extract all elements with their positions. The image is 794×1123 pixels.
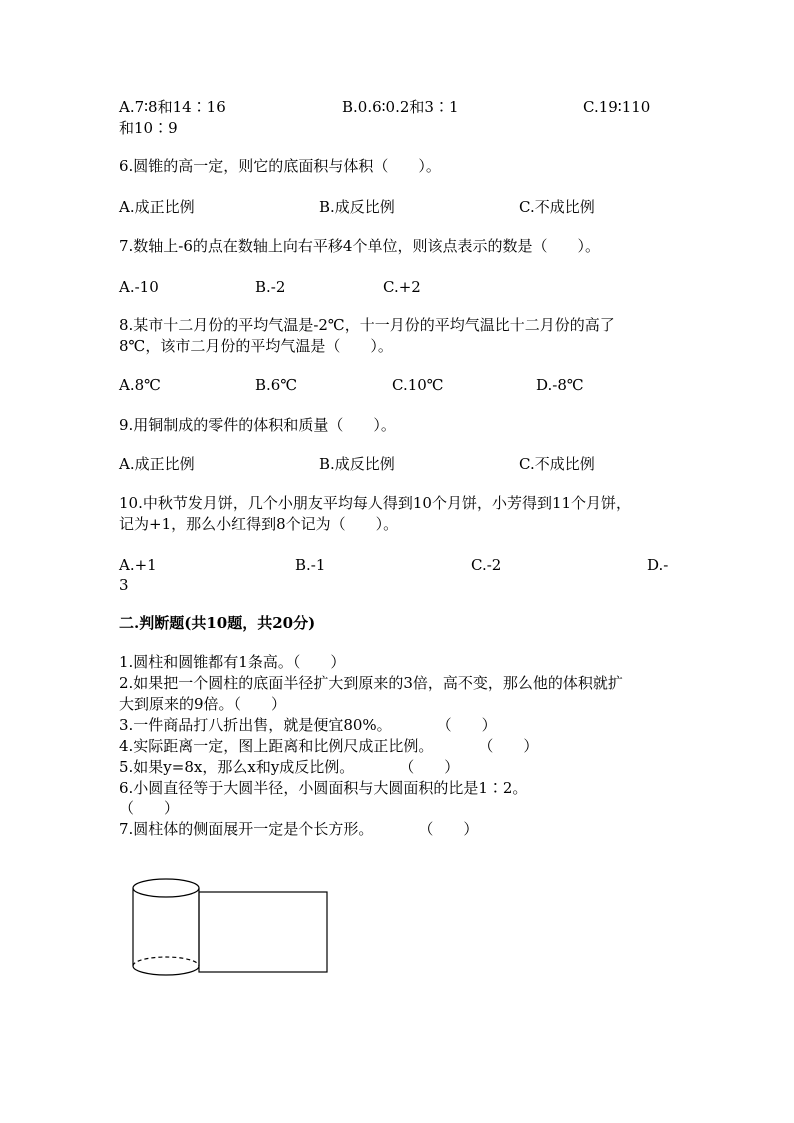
q10-option-d-cont: 3: [119, 576, 129, 594]
q10-option-d: D.-: [647, 556, 669, 574]
q8-option-d: D.-8℃: [536, 376, 584, 394]
q9-stem: 9.用铜制成的零件的体积和质量（ ）。: [119, 416, 396, 434]
q8-option-c: C.10℃: [392, 376, 444, 394]
q6-option-c: C.不成比例: [519, 198, 595, 216]
cylinder-unfold-figure: [130, 876, 335, 988]
q5-option-c: C.19∶110: [583, 98, 651, 116]
judge-item-3: 3.一件商品打八折出售，就是便宜80%。 （ ）: [119, 716, 497, 734]
q5-option-a: A.7∶8和14∶16: [119, 98, 226, 116]
unfolded-rectangle: [199, 892, 327, 972]
judge-item-7: 7.圆柱体的侧面展开一定是个长方形。 （ ）: [119, 820, 479, 838]
q7-option-a: A.-10: [119, 278, 159, 296]
q8-option-b: B.6℃: [255, 376, 298, 394]
section-title: 二.判断题(共10题，共20分): [119, 614, 316, 632]
q10-option-b: B.-1: [295, 556, 326, 574]
q9-option-c: C.不成比例: [519, 455, 595, 473]
q6-option-a: A.成正比例: [119, 198, 195, 216]
q9-option-b: B.成反比例: [319, 455, 395, 473]
q8-stem-line1: 8.某市十二月份的平均气温是-2℃，十一月份的平均气温比十二月份的高了: [119, 316, 615, 334]
q6-option-b: B.成反比例: [319, 198, 395, 216]
q7-stem: 7.数轴上-6的点在数轴上向右平移4个单位，则该点表示的数是（ ）。: [119, 237, 600, 255]
judge-item-6-line1: 6.小圆直径等于大圆半径，小圆面积与大圆面积的比是1∶2。: [119, 779, 528, 797]
judge-item-6-line2: （ ）: [119, 799, 180, 817]
q10-stem-line2: 记为+1，那么小红得到8个记为（ ）。: [119, 515, 399, 533]
cylinder-bottom-front: [133, 966, 199, 975]
q7-option-b: B.-2: [255, 278, 286, 296]
cylinder-top-ellipse: [133, 879, 199, 897]
q9-option-a: A.成正比例: [119, 455, 195, 473]
cylinder-bottom-back: [133, 957, 199, 966]
q7-option-c: C.+2: [383, 278, 421, 296]
q5-option-b: B.0.6∶0.2和3∶1: [342, 98, 459, 116]
judge-item-2-line2: 大到原来的9倍。（ ）: [119, 695, 287, 713]
q6-stem: 6.圆锥的高一定，则它的底面积与体积（ ）。: [119, 157, 441, 175]
q10-option-c: C.-2: [471, 556, 502, 574]
judge-item-5: 5.如果y=8x，那么x和y成反比例。 （ ）: [119, 758, 460, 776]
judge-item-4: 4.实际距离一定，图上距离和比例尺成正比例。 （ ）: [119, 737, 539, 755]
q10-stem-line1: 10.中秋节发月饼，几个小朋友平均每人得到10个月饼，小芳得到11个月饼，: [119, 494, 632, 512]
judge-item-1: 1.圆柱和圆锥都有1条高。（ ）: [119, 653, 346, 671]
q5-option-c-cont: 和10∶9: [119, 119, 178, 137]
q8-option-a: A.8℃: [119, 376, 161, 394]
q10-option-a: A.+1: [119, 556, 157, 574]
judge-item-2-line1: 2.如果把一个圆柱的底面半径扩大到原来的3倍，高不变，那么他的体积就扩: [119, 674, 623, 692]
q8-stem-line2: 8℃，该市二月份的平均气温是（ ）。: [119, 337, 393, 355]
